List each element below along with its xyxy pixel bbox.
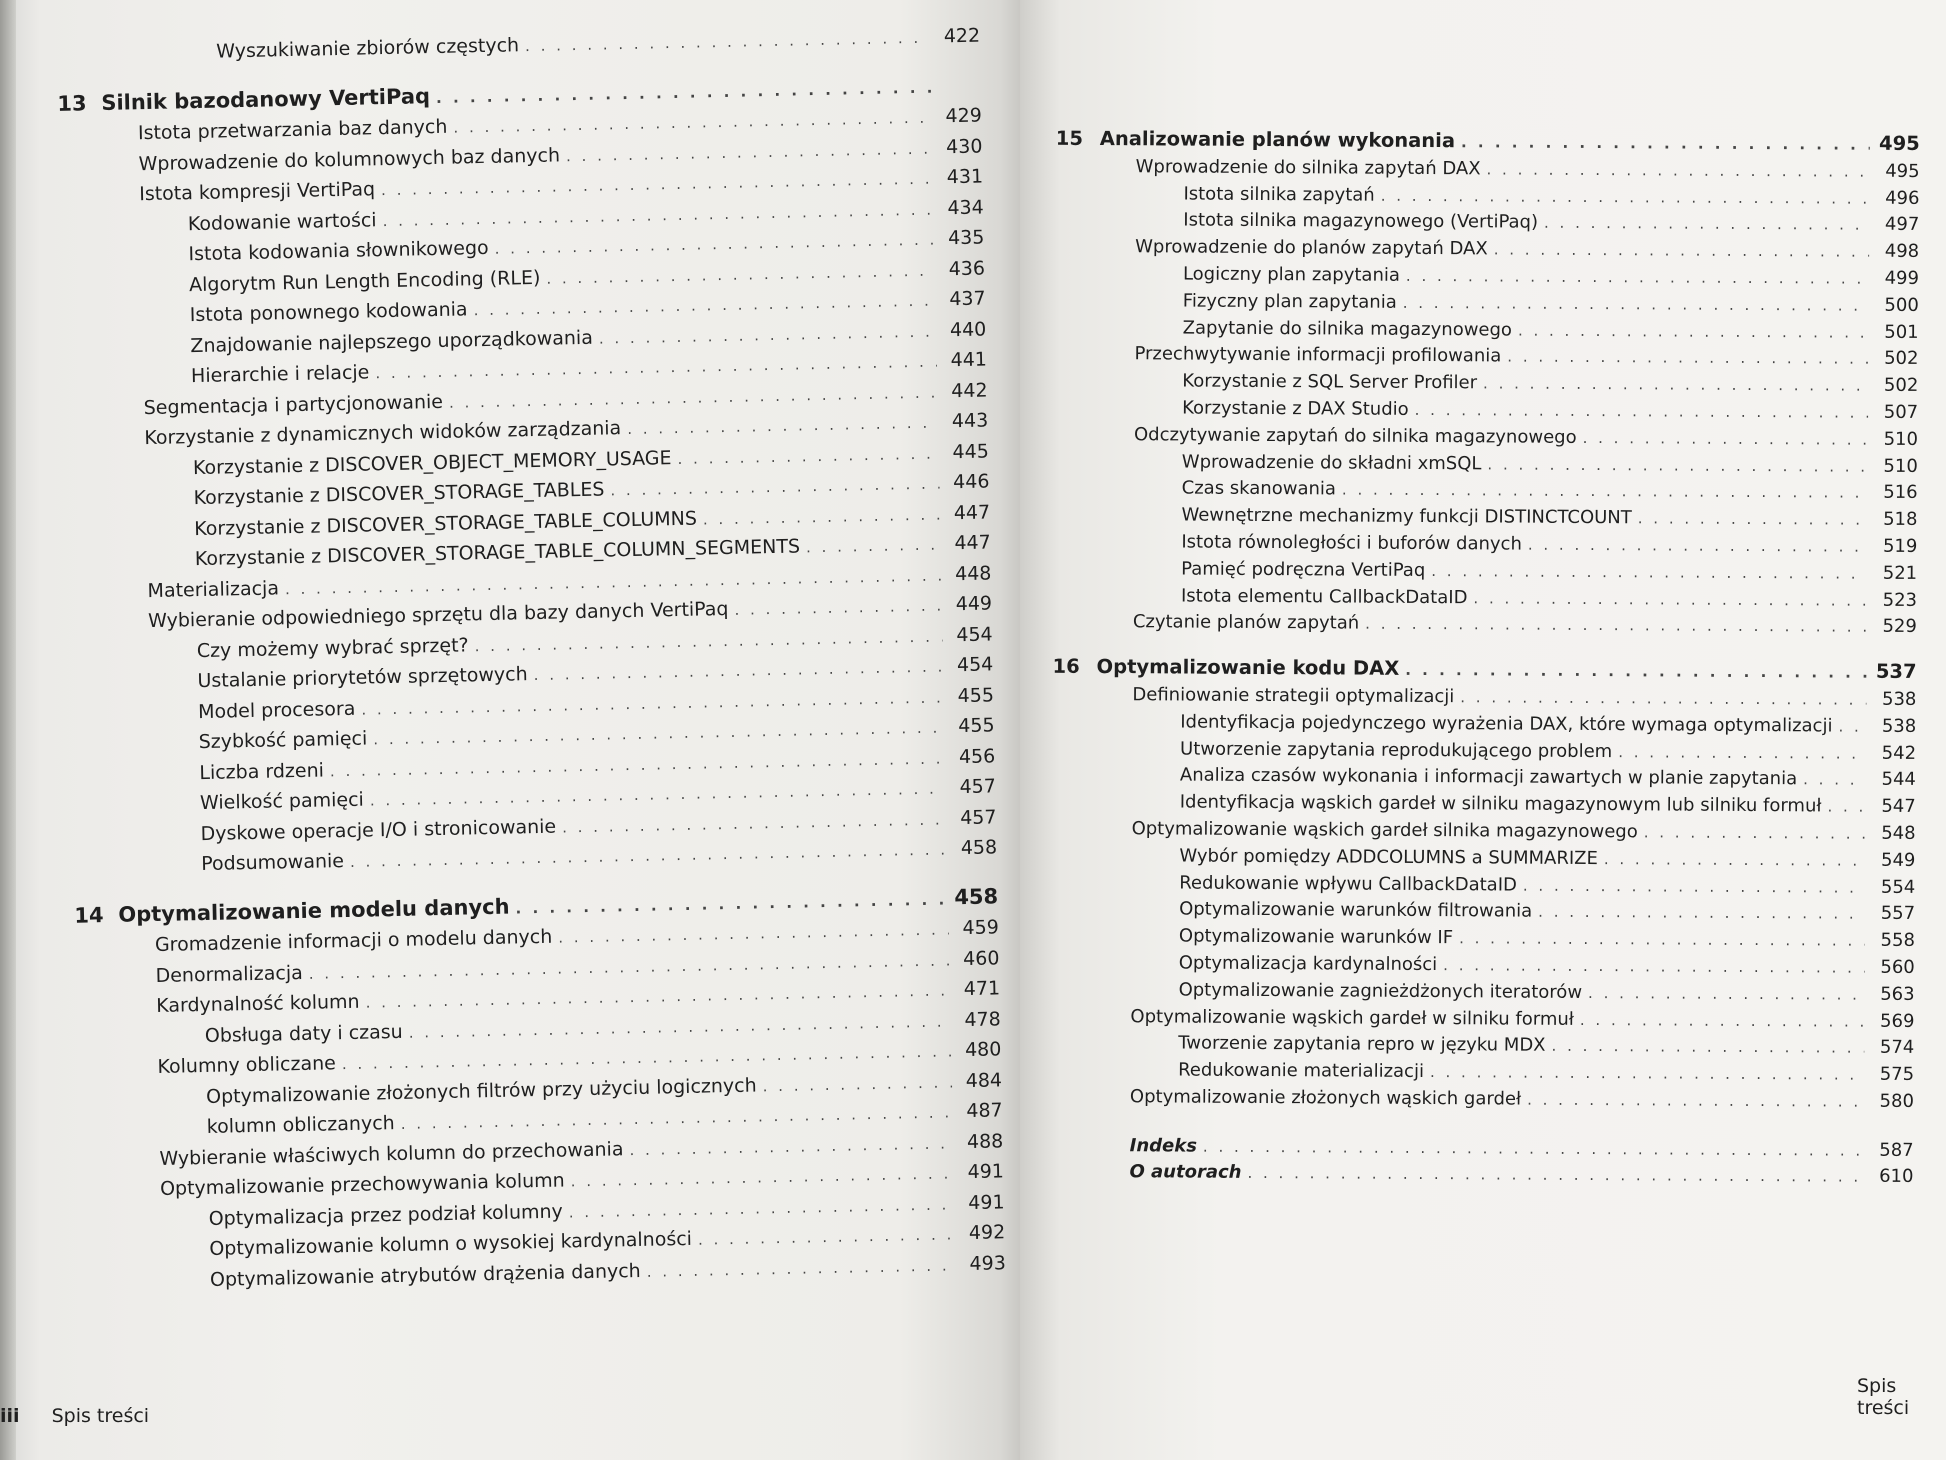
dot-leader	[1618, 739, 1866, 767]
entry-title: Optymalizowanie warunków IF	[1178, 925, 1454, 949]
entry-page-number: 500	[1884, 294, 1919, 316]
entry-title: Liczba rdzeni	[199, 758, 325, 784]
entry-page-number: 563	[1880, 983, 1915, 1005]
entry-page-number: 529	[1882, 616, 1917, 638]
chapter-number: 15	[1055, 126, 1084, 150]
entry-title: Istota przetwarzania baz danych	[137, 115, 448, 145]
entry-title: Pamięć podręczna VertiPaq	[1181, 558, 1426, 581]
entry-title: O autorach	[1129, 1161, 1242, 1184]
entry-page-number: 507	[1883, 401, 1919, 423]
entry-page-number: 575	[1879, 1063, 1915, 1086]
right-footer	[1857, 1375, 1946, 1419]
dot-leader	[1431, 558, 1867, 587]
dot-leader	[1518, 317, 1869, 346]
entry-title: Optymalizowanie przechowywania kolumn	[159, 1169, 565, 1200]
entry-title: Obsługa daty i czasu	[204, 1020, 403, 1047]
dot-leader	[1538, 899, 1865, 928]
entry-page-number: 434	[947, 196, 984, 219]
entry-title: Denormalizacja	[155, 961, 303, 987]
entry-page-number: 492	[968, 1221, 1006, 1245]
entry-title: Redukowanie materializacji	[1178, 1059, 1425, 1083]
entry-page-number: 446	[952, 470, 990, 494]
entry-title: Kodowanie wartości	[187, 208, 377, 235]
dot-leader	[1365, 611, 1867, 641]
entry-page-number: 455	[958, 714, 995, 738]
entry-page-number: 437	[949, 287, 986, 311]
entry-title: Optymalizowanie zagnieżdżonych iteratorów	[1178, 979, 1583, 1003]
dot-leader	[1486, 156, 1869, 185]
entry-title: Korzystanie z DISCOVER_OBJECT_MEMORY_USAGE	[192, 446, 672, 479]
dot-leader	[1551, 1033, 1864, 1062]
dot-leader	[1523, 872, 1866, 901]
entry-page-number: 510	[1883, 428, 1919, 450]
entry-page-number: 487	[966, 1099, 1003, 1123]
entry-page-number: 471	[963, 977, 1001, 1001]
page-edge	[0, 0, 16, 1460]
dot-leader	[1203, 1133, 1864, 1164]
entry-page-number: 491	[968, 1190, 1005, 1214]
dot-leader	[1473, 585, 1867, 614]
entry-title: Optymalizacja kardynalności	[1178, 952, 1438, 975]
entry-page-number: 610	[1879, 1166, 1914, 1188]
entry-title: Korzystanie z DISCOVER_STORAGE_TABLE_COLUMN_SEGMENTS	[194, 535, 801, 571]
dot-leader	[1405, 657, 1866, 687]
entry-page-number: 547	[1881, 795, 1916, 818]
dot-leader	[1494, 237, 1870, 266]
entry-title: Wybieranie odpowiedniego sprzętu dla bazy danych VertiPaq	[147, 597, 729, 633]
entry-title: Optymalizowanie wąskich gardeł w silniku formuł	[1130, 1005, 1574, 1030]
dot-leader	[1443, 952, 1865, 981]
dot-leader	[806, 531, 941, 563]
entry-page-number: 484	[965, 1068, 1003, 1092]
dot-leader	[1583, 425, 1869, 454]
entry-page-number: 495	[1885, 160, 1920, 182]
entry-title: Istota elementu CallbackDataID	[1180, 585, 1468, 608]
entry-title: Materializacja	[147, 576, 280, 602]
entry-title: Dyskowe operacje I/O i stronicowanie	[200, 815, 557, 845]
entry-page-number: 460	[962, 946, 1000, 970]
entry-page-number: 422	[943, 24, 981, 48]
entry-page-number: 496	[1885, 187, 1920, 209]
entry-title: Istota silnika magazynowego (VertiPaq)	[1183, 209, 1539, 234]
entry-page-number: 542	[1881, 742, 1917, 764]
dot-leader	[1342, 477, 1868, 507]
entry-page-number	[937, 91, 981, 92]
entry-page-number: 448	[954, 561, 992, 585]
entry-title: Istota równoległości i buforów danych	[1181, 531, 1522, 555]
entry-page-number: 558	[1880, 929, 1915, 952]
entry-page-number: 458	[960, 836, 998, 860]
dot-leader	[1460, 684, 1866, 713]
dot-leader	[677, 439, 939, 474]
chapter-number: 14	[74, 902, 104, 928]
entry-title: Przechwytywanie informacji profilowania	[1134, 343, 1502, 367]
entry-title: Wprowadzenie do planów zapytań DAX	[1135, 236, 1488, 260]
entry-page-number: 440	[949, 318, 987, 341]
entry-title: Korzystanie z SQL Server Profiler	[1182, 370, 1478, 394]
entry-page-number: 574	[1879, 1037, 1915, 1059]
entry-title: Gromadzenie informacji o modelu danych	[154, 925, 553, 957]
entry-page-number: 447	[954, 531, 991, 555]
dot-leader	[698, 1220, 956, 1255]
dot-leader	[1461, 129, 1870, 158]
dot-leader	[1381, 182, 1870, 212]
toc-entry	[1097, 609, 1917, 641]
entry-title: Analizowanie planów wykonania	[1099, 126, 1456, 153]
dot-leader	[525, 24, 931, 62]
chapter-number: 16	[1052, 654, 1080, 679]
entry-title: Ustalanie priorytetów sprzętowych	[197, 663, 528, 693]
dot-leader	[1638, 505, 1868, 533]
entry-page-number: 587	[1879, 1139, 1914, 1161]
entry-page-number: 548	[1881, 822, 1916, 844]
entry-title: Znajdowanie najlepszego uporządkowania	[190, 326, 594, 357]
entry-title: Istota ponownego kodowania	[189, 298, 468, 327]
entry-title: Korzystanie z dynamicznych widoków zarządzania	[144, 417, 622, 450]
entry-title: Wybieranie właściwych kolumn do przechowania	[159, 1137, 624, 1170]
entry-title: Wybór pomiędzy ADDCOLUMNS a SUMMARIZE	[1179, 845, 1598, 869]
entry-page-number: 502	[1884, 348, 1919, 370]
entry-page-number: 458	[954, 883, 999, 909]
chapter-number: 13	[57, 90, 87, 116]
dot-leader	[1803, 767, 1866, 794]
dot-leader	[1544, 210, 1869, 239]
entry-title: Optymalizowanie warunków filtrowania	[1179, 898, 1533, 922]
dot-leader	[1528, 532, 1868, 561]
entry-page-number: 580	[1879, 1090, 1915, 1112]
dot-leader	[1487, 451, 1868, 480]
footer-label: Spis treści	[1857, 1375, 1910, 1419]
entry-page-number: 455	[957, 683, 995, 707]
dot-leader	[1459, 925, 1865, 954]
entry-page-number: 538	[1881, 688, 1917, 710]
entry-title: Logiczny plan zapytania	[1182, 263, 1401, 286]
entry-title: Optymalizacja przez podział kolumny	[208, 1200, 563, 1230]
dot-leader	[1580, 1006, 1865, 1035]
entry-page-number: 497	[1884, 214, 1920, 236]
entry-title: Hierarchie i relacje	[190, 361, 370, 388]
entry-page-number: 516	[1883, 482, 1918, 504]
entry-title: Odczytywanie zapytań do silnika magazynowego	[1133, 423, 1577, 448]
entry-title: Optymalizowanie kodu DAX	[1096, 655, 1400, 680]
entry-page-number: 447	[953, 500, 991, 524]
entry-page-number: 569	[1880, 1010, 1915, 1032]
entry-page-number: 549	[1880, 849, 1916, 871]
entry-title: Optymalizowanie modelu danych	[118, 894, 510, 927]
entry-title: Podsumowanie	[201, 850, 345, 876]
entry-page-number: 454	[956, 653, 994, 677]
dot-leader	[1838, 713, 1866, 740]
entry-page-number: 498	[1884, 240, 1920, 263]
entry-page-number: 491	[967, 1160, 1005, 1184]
entry-page-number: 493	[969, 1251, 1007, 1275]
entry-title: Optymalizowanie atrybutów drążenia danych	[209, 1259, 641, 1291]
entry-title: Silnik bazodanowy VertiPaq	[101, 83, 431, 115]
dot-leader	[1430, 1059, 1864, 1088]
entry-page-number: 442	[951, 378, 988, 402]
entry-title: Wielkość pamięci	[199, 788, 365, 815]
entry-title: Fizyczny plan zapytania	[1182, 290, 1397, 313]
entry-page-number: 502	[1883, 374, 1919, 397]
entry-title: Istota silnika zapytań	[1183, 183, 1375, 206]
entry-page-number: 445	[952, 439, 990, 463]
entry-title: Czas skanowania	[1181, 477, 1337, 500]
toc-entry	[1094, 1084, 1914, 1116]
entry-title: Zapytanie do silnika magazynowego	[1182, 317, 1513, 341]
entry-title: Optymalizowanie złożonych filtrów przy użyciu logicznych	[205, 1073, 757, 1108]
entry-title: Wprowadzenie do silnika zapytań DAX	[1135, 156, 1481, 180]
toc-left-list	[57, 22, 1007, 1298]
entry-title: Czytanie planów zapytań	[1132, 611, 1360, 634]
entry-title: Model procesora	[197, 697, 356, 723]
entry-title: Analiza czasów wykonania i informacji zawartych w planie zapytania	[1179, 764, 1798, 790]
dot-leader	[1247, 1160, 1863, 1191]
dot-leader	[1588, 980, 1865, 1008]
entry-page-number: 436	[948, 257, 986, 280]
entry-page-number: 523	[1882, 589, 1918, 611]
entry-title: Algorytm Run Length Encoding (RLE)	[188, 266, 541, 296]
entry-page-number: 457	[959, 775, 997, 799]
entry-page-number: 488	[966, 1129, 1004, 1153]
dot-leader	[1415, 397, 1869, 427]
dot-leader	[1527, 1087, 1864, 1116]
entry-title: Wyszukiwanie zbiorów częstych	[216, 34, 520, 63]
entry-title: Wprowadzenie do składni xmSQL	[1181, 451, 1482, 474]
entry-title: Kolumny obliczane	[157, 1052, 337, 1079]
entry-title: Wewnętrzne mechanizmy funkcji DISTINCTCOUNT	[1181, 504, 1632, 529]
entry-title: Szybkość pamięci	[198, 727, 368, 754]
entry-page-number: 443	[951, 409, 989, 433]
entry-page-number: 538	[1881, 715, 1917, 737]
entry-page-number: 431	[946, 165, 984, 189]
toc-right-list	[1052, 108, 1920, 1191]
entry-page-number: 510	[1883, 455, 1918, 477]
entry-page-number: 499	[1884, 267, 1920, 289]
entry-page-number: 457	[959, 805, 997, 829]
entry-page-number: 435	[947, 226, 985, 250]
dot-leader	[734, 591, 942, 625]
dot-leader	[1507, 344, 1868, 373]
entry-title: Utworzenie zapytania reprodukującego problem	[1180, 738, 1613, 762]
entry-page-number: 459	[962, 916, 1000, 940]
entry-title: Redukowanie wpływu CallbackDataID	[1179, 872, 1517, 896]
dot-leader	[1483, 371, 1868, 400]
entry-title: Korzystanie z DISCOVER_STORAGE_TABLE_COLUMNS	[194, 507, 698, 540]
footer-page-number: iii	[0, 1405, 20, 1427]
entry-title: Indeks	[1129, 1134, 1198, 1157]
entry-page-number: 456	[958, 744, 996, 768]
entry-title: Czy możemy wybrać sprzęt?	[196, 633, 469, 662]
entry-page-number: 454	[956, 622, 993, 646]
dot-leader	[1406, 263, 1869, 293]
entry-title: Identyfikacja pojedynczego wyrażenia DAX, które wymaga optymalizacji	[1180, 711, 1833, 737]
dot-leader	[703, 500, 941, 534]
entry-title: Identyfikacja wąskich gardeł w silniku magazynowym lub silniku formuł	[1179, 791, 1822, 817]
footer-label: Spis treści	[51, 1405, 150, 1427]
entry-page-number: 429	[945, 104, 983, 128]
left-footer	[0, 1405, 149, 1427]
entry-page-number: 554	[1880, 876, 1916, 898]
entry-title: Definiowanie strategii optymalizacji	[1132, 684, 1455, 708]
entry-page-number: 441	[950, 348, 988, 372]
entry-title: Korzystanie z DAX Studio	[1182, 397, 1409, 420]
dot-leader	[1644, 819, 1866, 847]
entry-title: Kardynalność kolumn	[156, 990, 360, 1018]
dot-leader	[1827, 794, 1865, 821]
toc-entry	[1093, 1159, 1913, 1191]
entry-title: Segmentacja i partycjonowanie	[143, 390, 444, 419]
entry-page-number: 557	[1880, 903, 1916, 925]
entry-title: Optymalizowanie złożonych wąskich gardeł	[1129, 1086, 1522, 1110]
entry-page-number: 495	[1879, 131, 1920, 156]
entry-page-number: 521	[1882, 562, 1918, 584]
entry-title: Istota kodowania słownikowego	[188, 236, 489, 266]
entry-title: kolumn obliczanych	[206, 1112, 395, 1138]
dot-leader	[1403, 290, 1869, 320]
dot-leader	[762, 1068, 952, 1101]
entry-title: Istota kompresji VertiPaq	[139, 178, 376, 206]
entry-page-number: 430	[945, 135, 983, 158]
entry-page-number: 544	[1881, 769, 1916, 791]
dot-leader	[1604, 846, 1866, 874]
entry-title: Korzystanie z DISCOVER_STORAGE_TABLES	[193, 478, 605, 510]
entry-page-number: 518	[1883, 508, 1918, 531]
entry-title: Optymalizowanie wąskich gardeł silnika magazynowego	[1131, 818, 1638, 843]
entry-title: Wprowadzenie do kolumnowych baz danych	[138, 143, 561, 175]
entry-page-number: 480	[964, 1038, 1002, 1062]
entry-title: Tworzenie zapytania repro w języku MDX	[1178, 1032, 1546, 1057]
entry-title: Optymalizowanie kolumn o wysokiej kardynalności	[209, 1227, 693, 1260]
entry-page-number: 449	[955, 592, 993, 616]
entry-page-number: 478	[964, 1007, 1001, 1031]
entry-page-number: 537	[1875, 659, 1917, 684]
entry-page-number: 501	[1884, 321, 1919, 343]
entry-page-number: 560	[1880, 956, 1915, 978]
entry-page-number: 519	[1882, 535, 1918, 557]
